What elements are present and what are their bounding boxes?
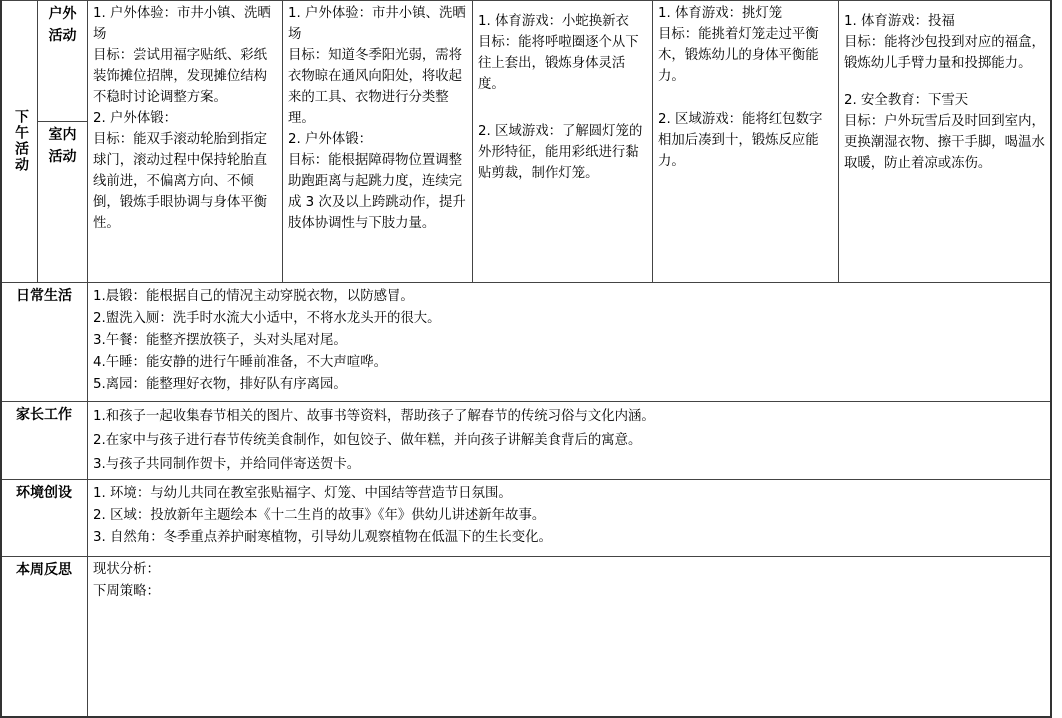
afternoon-cell-day2	[283, 1, 473, 283]
environment-content	[88, 480, 1051, 557]
indoor-activity-label: 室内活动	[38, 121, 88, 282]
daily-life-content	[88, 282, 1051, 401]
afternoon-cell-day4	[653, 1, 839, 283]
day4-activity-1: 1. 体育游戏：挑灯笼	[658, 6, 783, 21]
environment-item: 1. 环境：与幼儿共同在教室张贴福字、灯笼、中国结等营造节日氛围。	[93, 486, 512, 502]
day5-goal-2: 目标：户外玩雪后及时回到室内，更换潮湿衣物、擦干手脚，喝温水取暖，防止着凉或冻伤。	[844, 114, 1045, 171]
day5-activity-2: 2. 安全教育：下雪天	[844, 93, 969, 108]
daily-life-item: 5.离园：能整理好衣物，排好队有序离园。	[93, 376, 347, 392]
day1-goal-2: 目标：能双手滚动轮胎到指定球门，滚动过程中保持轮胎直线前进，不偏离方向、不倾倒，锻炼手眼协调与身体平衡性。	[93, 132, 268, 231]
daily-life-item: 3.午餐：能整齐摆放筷子，头对头尾对尾。	[93, 332, 347, 348]
environment-item: 2. 区域：投放新年主题绘本《十二生肖的故事》《年》供幼儿讲述新年故事。	[93, 508, 546, 524]
parent-work-content	[88, 401, 1051, 480]
daily-life-item: 4.午睡：能安静的进行午睡前准备，不大声喧哗。	[93, 354, 387, 370]
next-week-strategy-label: 下周策略：	[93, 583, 160, 599]
reflection-label: 本周反思	[1, 556, 88, 717]
status-analysis-label: 现状分析：	[93, 561, 160, 577]
day3-goal-1: 目标：能将呼啦圈逐个从下往上套出，锻炼身体灵活度。	[478, 35, 639, 92]
afternoon-section-label: 下午活动	[1, 1, 38, 283]
daily-life-item: 1.晨锻：能根据自己的情况主动穿脱衣物，以防感冒。	[93, 288, 414, 304]
day1-activity-1: 1. 户外体验：市井小镇、洗晒场	[93, 6, 271, 42]
daily-life-label: 日常生活	[1, 282, 88, 401]
day5-goal-1: 目标：能将沙包投到对应的福盒，锻炼幼儿手臂力量和投掷能力。	[844, 35, 1045, 71]
day2-goal-1: 目标：知道冬季阳光弱，需将衣物晾在通风向阳处，将收起来的工具、衣物进行分类整理。	[288, 48, 463, 126]
afternoon-cell-day5	[839, 1, 1051, 283]
day2-goal-2: 目标：能根据障碍物位置调整助跑距离与起跳力度，连续完成 3 次及以上跨跳动作，提升肢体协调性与下肢力量。	[288, 153, 466, 231]
day3-activity-1: 1. 体育游戏：小蛇换新衣	[478, 14, 629, 29]
afternoon-cell-day1	[88, 1, 283, 283]
table-outer-border-left	[0, 0, 2, 718]
reflection-content	[88, 556, 1051, 717]
day3-activity-2: 2. 区域游戏：了解圆灯笼的外形特征，能用彩纸进行黏贴剪裁，制作灯笼。	[478, 124, 643, 181]
day4-activity-2: 2. 区域游戏：能将红包数字相加后凑到十，锻炼反应能力。	[658, 112, 823, 169]
environment-item: 3. 自然角：冬季重点养护耐寒植物，引导幼儿观察植物在低温下的生长变化。	[93, 530, 552, 546]
day5-activity-1: 1. 体育游戏：投福	[844, 14, 955, 29]
parent-work-item: 3.与孩子共同制作贺卡，并给同伴寄送贺卡。	[93, 456, 361, 472]
day1-goal-1: 目标：尝试用福字贴纸、彩纸装饰摊位招牌，发现摊位结构不稳时讨论调整方案。	[93, 48, 268, 105]
parent-work-label: 家长工作	[1, 401, 88, 480]
parent-work-item: 1.和孩子一起收集春节相关的图片、故事书等资料，帮助孩子了解春节的传统习俗与文化内涵。	[93, 408, 655, 424]
day1-activity-2: 2. 户外体锻：	[93, 111, 177, 126]
day4-goal-1: 目标：能挑着灯笼走过平衡木，锻炼幼儿的身体平衡能力。	[658, 27, 819, 84]
parent-work-item: 2.在家中与孩子进行春节传统美食制作，如包饺子、做年糕，并向孩子讲解美食背后的寓意。	[93, 432, 642, 448]
afternoon-cell-day3	[473, 1, 653, 283]
daily-life-item: 2.盥洗入厕：洗手时水流大小适中，不将水龙头开的很大。	[93, 310, 441, 326]
outdoor-activity-label: 户外活动	[38, 1, 88, 122]
table-outer-border-right	[1050, 0, 1052, 718]
day2-activity-1: 1. 户外体验：市井小镇、洗晒场	[288, 6, 466, 42]
day2-activity-2: 2. 户外体锻：	[288, 132, 372, 147]
environment-label: 环境创设	[1, 480, 88, 557]
